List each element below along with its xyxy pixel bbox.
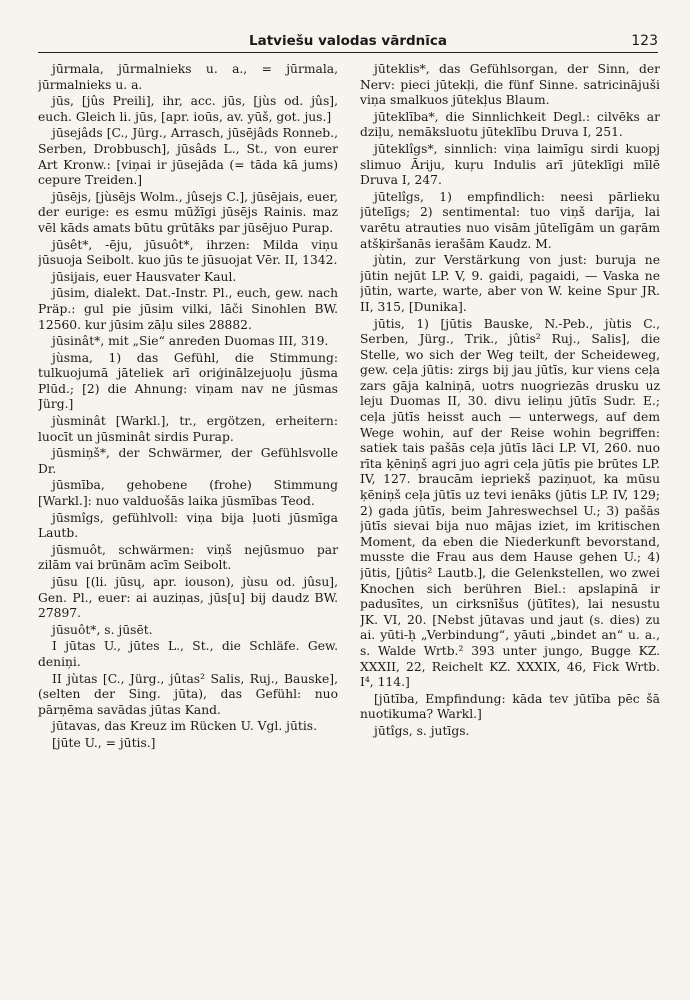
- page-header: [38, 30, 658, 53]
- dictionary-entry: jùsma, 1) das Gefühl, die Stimmung: tulkuojumā jāteliek arī oriģinālzejuoļu jūsma Plūd.; [2) die Ahnung: viņam nav ne jūsmas Jürg.]: [38, 350, 338, 412]
- dictionary-entry: [jūtība, Empfindung: kāda tev jūtība pēc šā nuotikuma? Warkl.]: [360, 691, 660, 722]
- dictionary-entry: jūsuôt*, s. jūsēt.: [52, 622, 153, 637]
- dictionary-entry: jūsijais, euer Hausvater Kaul.: [52, 269, 237, 284]
- page-number: 123: [631, 33, 658, 49]
- dictionary-entry: jūsu [(li. jūsų, apr. iouson), jùsu od. jûsu], Gen. Pl., euer: ai auziņas, jūs[u] bij daudz BW. 27897.: [38, 575, 338, 621]
- dictionary-entry: jūtis, 1) [jūtis Bauske, N.-Peb., jùtis C., Serben, Jürg., Trik., jûtis² Ruj., Salis], die Stelle, wo sich der Weg teilt, der Scheideweg, gew. ceļa jūtis: zirgs bij jau jūtīs, kur viens ceļa zars gāja kalniņā, uotrs nuogriezās drusku uz leju Duomas II, 30. divu ieliņu jūtīs Sudr. E.; ceļa jūtīs heisst auch — unterwegs, auf dem Wege wohin, auf der Reise wohin begriffen: satiek tais pašās ceļa jūtīs lāci LP. VI, 260. nuo rīta ķēniņš agri juo agri ceļa jūtīs pie brūtes LP. IV, 127. braucām iepriekš paziņuot, ka mūsu ķēniņš ceļa jūtīs uz tevi ienāks (jūtis LP. IV, 129; 2) gada jūtīs, beim Jahreswechsel U.; 3) pašās jūtīs sievai bija nuo mājas iziet, im kritischen Moment, da eben die Niederkunft bevorstand, musste die Frau aus dem Hause gehen U.; 4) jūtis, [jûtis² Lautb.], die Gelenkstellen, wo zwei Knochen sich berühren Biel.: apslapinā ir padusītes, un cirksnīšus (jūtītes), lai nesustu JK. VI, 20. [Nebst jūtavas und jaut (s. dies) zu ai. yūti-ḥ „Verbindung“, yāuti „bindet an“ u. a., s. Walde Wrtb.² 393 unter jungo, Bugge KZ. XXXII, 22, Reichelt KZ. XXXIX, 46, Fick Wrtb. I⁴, 114.]: [360, 316, 660, 690]
- running-title: Latviešu valodas vārdnīca: [249, 33, 447, 49]
- dictionary-entry: jūtavas, das Kreuz im Rücken U. Vgl. jūtis.: [52, 719, 317, 734]
- dictionary-entry: jūs, [jûs Preili], ihr, acc. jūs, [jùs od. jûs], euch. Gleich li. jūs, [apr. ioūs, av. yūš, got. jus.]: [38, 94, 338, 124]
- dictionary-entry: jūtelîgs, 1) empfindlich: neesi pārlieku jūtelīgs; 2) sentimental: tuo viņš darīja, lai varētu atrauties nuo visām jūtelīgām un gaŗām atšķiršanās ierašām Kaudz. M.: [360, 189, 660, 251]
- dictionary-entry: jūsmiņš*, der Schwärmer, der Gefühlsvolle Dr.: [38, 446, 338, 476]
- dictionary-entry: II jùtas [C., Jürg., jûtas² Salis, Ruj., Bauske], (selten der Sing. jūta), das Gefühl: nuo pārņēma savādas jūtas Kand.: [38, 671, 338, 717]
- dictionary-entry: jūsmība, gehobene (frohe) Stimmung [Warkl.]: nuo valduošās laika jūsmības Teod.: [38, 478, 338, 509]
- dictionary-entry: jūteklis*, das Gefühlsorgan, der Sinn, der Nerv: pieci jūtekļi, die fünf Sinne. satricinājuši viņa smalkuos jūtekļus Blaum.: [360, 62, 660, 108]
- dictionary-entry: I jūtas U., jūtes L., St., die Schläfe. Gew. deniņi.: [38, 639, 338, 669]
- dictionary-entry: jūsim, dialekt. Dat.-Instr. Pl., euch, gew. nach Präp.: gul pie jūsim vilki, lāči Sinohlen BW. 12560. kur jūsim zāļu siles 28882.: [38, 286, 338, 332]
- two-column-body: [38, 62, 660, 972]
- dictionary-entry: jūsmîgs, gefühlvoll: viņa bija ļuoti jūsmīga Lautb.: [38, 510, 338, 541]
- dictionary-entry: jūtîgs, s. jutīgs.: [374, 723, 470, 738]
- dictionary-entry: jūsejâds [C., Jürg., Arrasch, jūsējâds Ronneb., Serben, Drobbusch], jūsâds L., St., von eurer Art Kronw.: [viņai ir jūsejāda (= tāda kā jums) cepure Treiden.]: [38, 126, 338, 188]
- dictionary-entry: jùtin, zur Verstärkung von just: buruja ne jūtin nejūt LP. V, 9. gaidi, pagaidi, — Vaska ne jūtin, warte, warte, aber von W. keine Spur JR. II, 315, [Dunika].: [360, 253, 660, 314]
- dictionary-entry: jūsinât*, mit „Sie“ anreden Duomas III, 319.: [52, 334, 329, 349]
- dictionary-entry: jùsminât [Warkl.], tr., ergötzen, erheitern: luocīt un jūsminât sirdis Purap.: [38, 414, 338, 444]
- right-column: [360, 62, 660, 972]
- dictionary-entry: jūrmala, jūrmalnieks u. a., = jūrmala, jūrmalnieks u. a.: [38, 62, 338, 92]
- dictionary-entry: jūteklība*, die Sinnlichkeit Degl.: cilvēks ar dziļu, nemāksluotu jūteklību Druva I, 251.: [360, 109, 660, 140]
- left-column: [38, 62, 338, 972]
- dictionary-entry: jūteklîgs*, sinnlich: viņa laimīgu sirdi kuopj slimuo Āriju, kuŗu Indulis arī jūteklīgi mīlē Druva I, 247.: [360, 141, 660, 188]
- dictionary-entry: jūsējs, [jùsējs Wolm., jûsejs C.], jūsējais, euer, der eurige: es esmu mūžīgi jūsējs Rainis. maz vēl kāds amats būtu grūtāks par jūsējuo Purap.: [38, 189, 338, 235]
- dictionary-entry: [jūte U., = jūtis.]: [52, 735, 156, 750]
- dictionary-entry: jūsêt*, -ēju, jūsuôt*, ihrzen: Milda viņu jūsuoja Seibolt. kuo jūs te jūsuojat Vēr. II, 1342.: [38, 237, 338, 268]
- dictionary-entry: jūsmuôt, schwärmen: viņš nejūsmuo par zilām vai brūnām acīm Seibolt.: [38, 542, 338, 573]
